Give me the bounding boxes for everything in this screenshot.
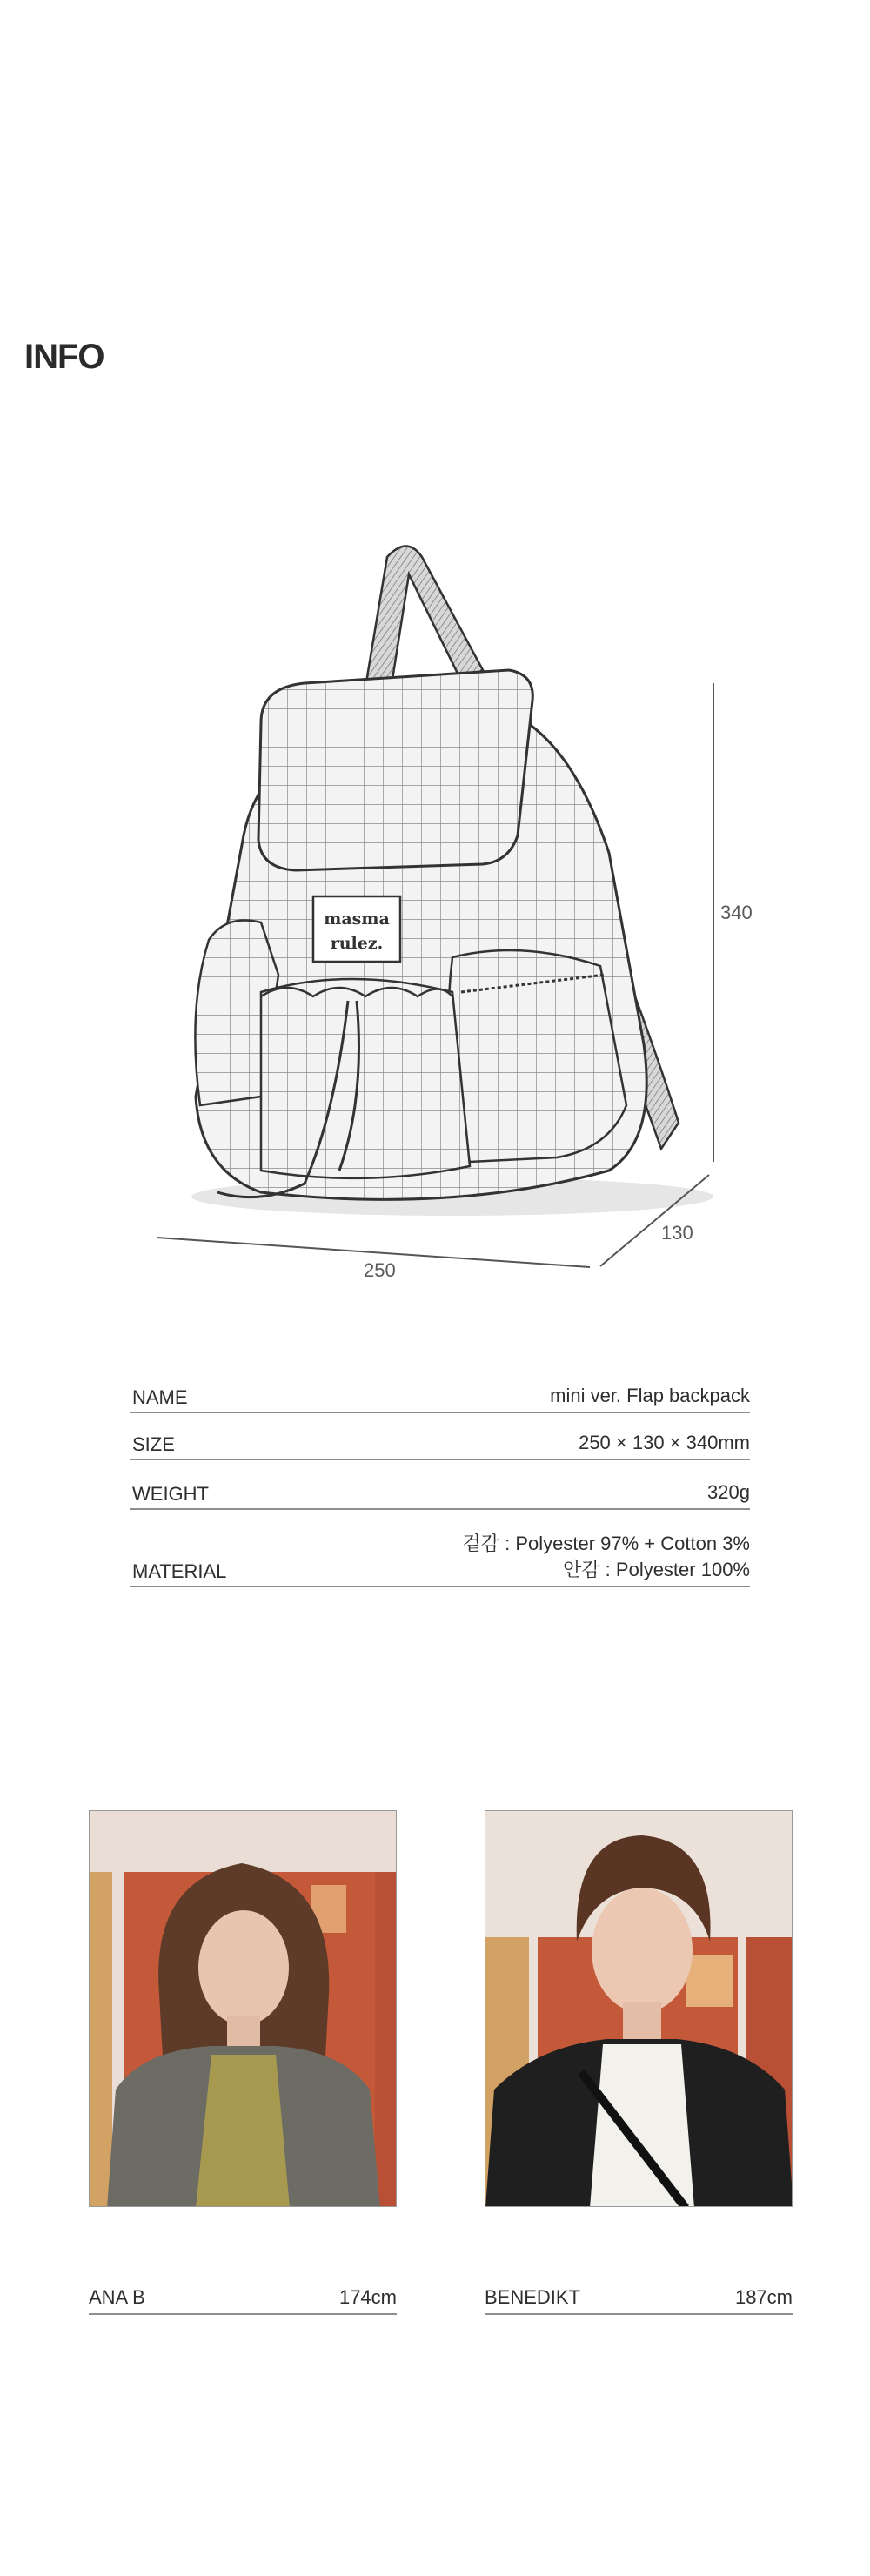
model-card	[89, 1810, 397, 2308]
spec-row-material	[130, 1510, 750, 1587]
spec-row-weight	[130, 1460, 750, 1510]
material-value	[463, 1531, 751, 1583]
size-label: SIZE	[132, 1433, 175, 1455]
brand-patch-line1: masma	[324, 909, 390, 929]
section-title: INFO	[24, 338, 104, 376]
material-label: MATERIAL	[132, 1560, 227, 1582]
model-photo-icon	[485, 1811, 793, 2207]
model-name: BENEDIKT	[485, 2286, 581, 2308]
model-photo	[89, 1810, 397, 2207]
spec-table	[130, 1366, 750, 1587]
model-height: 174cm	[338, 2286, 397, 2308]
spec-row-name	[130, 1366, 750, 1413]
name-label: NAME	[132, 1386, 188, 1408]
depth-label: 130	[661, 1222, 693, 1244]
model-photo-icon	[90, 1811, 397, 2207]
model-card	[485, 1810, 793, 2308]
name-value: mini ver. Flap backpack	[550, 1385, 750, 1406]
model-name: ANA B	[89, 2286, 145, 2308]
weight-label: WEIGHT	[132, 1483, 209, 1505]
material-inner: 안감 : Polyester 100%	[563, 1559, 750, 1580]
material-outer: 겉감 : Polyester 97% + Cotton 3%	[462, 1533, 750, 1554]
model-caption	[89, 2284, 397, 2315]
spec-row-size	[130, 1413, 750, 1460]
brand-patch-line2: rulez.	[330, 934, 384, 953]
model-caption	[485, 2284, 793, 2315]
width-label: 250	[364, 1259, 396, 1281]
model-height: 187cm	[734, 2286, 793, 2308]
backpack-sketch-icon	[191, 547, 713, 1217]
size-value: 250 × 130 × 340mm	[579, 1432, 750, 1453]
weight-value: 320g	[707, 1481, 750, 1503]
model-photo	[485, 1810, 793, 2207]
height-label: 340	[720, 902, 753, 923]
